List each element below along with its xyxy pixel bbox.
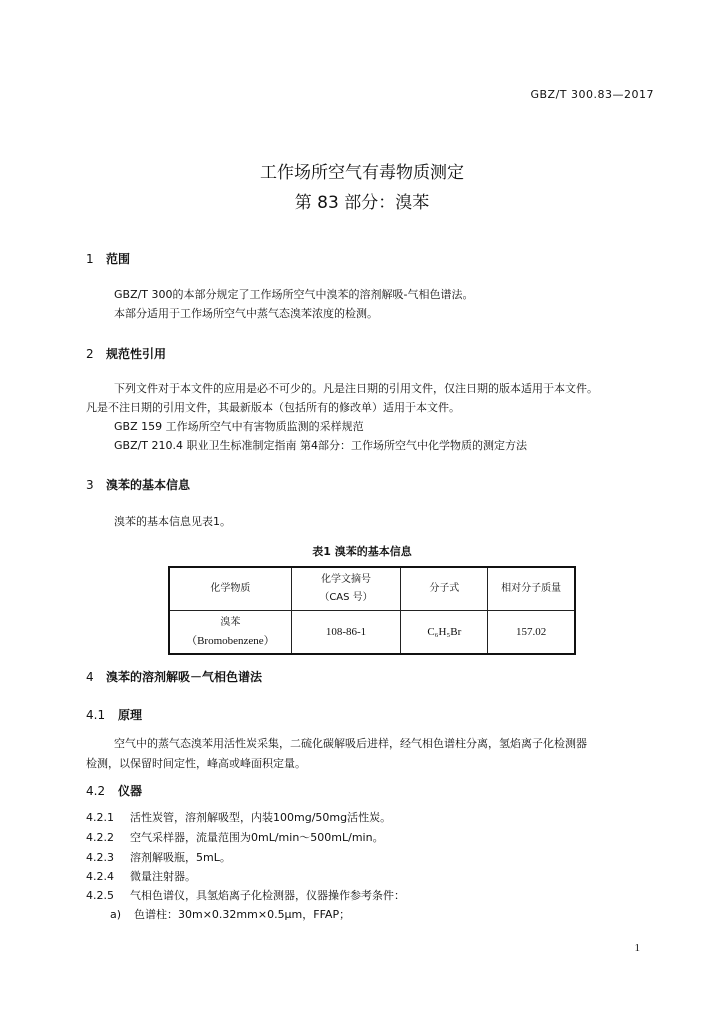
page-number: 1: [634, 942, 640, 954]
header-cell: 化学物质: [169, 567, 291, 611]
reference-item: GBZ/T 210.4 职业卫生标准制定指南 第4部分：工作场所空气中化学物质的测定方法: [114, 439, 528, 452]
basic-info-table: [168, 566, 576, 655]
table-cell: 108-86-1: [291, 611, 401, 655]
header-cell: [291, 567, 401, 611]
list-item: [86, 887, 405, 903]
section-title: 仪器: [118, 784, 143, 798]
paragraph: 凡是不注日期的引用文件，其最新版本（包括所有的修改单）适用于本文件。: [86, 401, 460, 414]
section-number: 1: [86, 252, 94, 266]
section-2-heading: [86, 345, 166, 362]
item-number: 4.2.4: [86, 870, 114, 883]
paragraph: 下列文件对于本文件的应用是必不可少的。凡是注日期的引用文件，仅注日期的版本适用于本文件。: [114, 382, 598, 395]
standard-code: GBZ/T 300.83—2017: [530, 88, 654, 101]
sub-item-text: 色谱柱：30m×0.32mm×0.5μm，FFAP；: [134, 908, 351, 921]
list-item: [86, 868, 196, 884]
section-3-heading: [86, 476, 190, 493]
item-number: 4.2.5: [86, 889, 114, 902]
item-number: 4.2.2: [86, 831, 114, 844]
reference-item: GBZ 159 工作场所空气中有害物质监测的采样规范: [114, 420, 364, 433]
section-title: 溴苯的溶剂解吸－气相色谱法: [106, 670, 263, 684]
sub-item-label: a): [110, 908, 122, 921]
paragraph: 空气中的蒸气态溴苯用活性炭采集，二硫化碳解吸后进样，经气相色谱柱分离，氢焰离子化检测器: [114, 737, 587, 750]
section-title: 范围: [106, 252, 131, 266]
table-row: [169, 611, 575, 655]
table-header-row: [169, 567, 575, 611]
section-number: 4.2: [86, 784, 106, 798]
paragraph: GBZ/T 300的本部分规定了工作场所空气中溴苯的溶剂解吸-气相色谱法。: [114, 288, 474, 301]
item-number: 4.2.1: [86, 811, 114, 824]
table-cell: [169, 611, 291, 655]
paragraph: 检测，以保留时间定性，峰高或峰面积定量。: [86, 757, 306, 770]
sub-item: [110, 906, 350, 922]
header-cell-line: 化学文摘号: [321, 574, 372, 585]
table-cell: 157.02: [488, 611, 575, 655]
section-1-heading: [86, 250, 130, 267]
item-text: 空气采样器，流量范围为0mL/min～500mL/min。: [130, 831, 384, 844]
section-title: 原理: [118, 708, 143, 722]
section-number: 3: [86, 478, 94, 492]
cell-line: （Bromobenzene）: [186, 635, 275, 647]
table-caption: 表1 溴苯的基本信息: [312, 545, 412, 558]
section-number: 4: [86, 670, 94, 684]
header-cell: 相对分子质量: [488, 567, 575, 611]
document-title: 工作场所空气有毒物质测定: [260, 163, 464, 183]
list-item: [86, 829, 384, 845]
table-cell: C₆H₅Br: [401, 611, 488, 655]
header-cell-line: （CAS 号）: [319, 592, 373, 603]
section-number: 2: [86, 347, 94, 361]
section-4-heading: [86, 668, 262, 685]
section-number: 4.1: [86, 708, 106, 722]
item-text: 微量注射器。: [130, 870, 196, 883]
paragraph: 溴苯的基本信息见表1。: [114, 515, 231, 528]
header-cell: 分子式: [401, 567, 488, 611]
item-text: 活性炭管，溶剂解吸型，内装100mg/50mg活性炭。: [130, 811, 392, 824]
section-title: 溴苯的基本信息: [106, 478, 191, 492]
list-item: [86, 849, 231, 865]
document-subtitle: 第 83 部分：溴苯: [294, 193, 430, 213]
cell-line: 溴苯: [220, 617, 241, 628]
item-text: 溶剂解吸瓶，5mL。: [130, 851, 231, 864]
paragraph: 本部分适用于工作场所空气中蒸气态溴苯浓度的检测。: [114, 307, 378, 320]
section-4-2-heading: [86, 782, 142, 799]
list-item: [86, 809, 391, 825]
item-text: 气相色谱仪，具氢焰离子化检测器，仪器操作参考条件：: [130, 889, 405, 902]
section-4-1-heading: [86, 706, 142, 723]
section-title: 规范性引用: [106, 347, 167, 361]
item-number: 4.2.3: [86, 851, 114, 864]
